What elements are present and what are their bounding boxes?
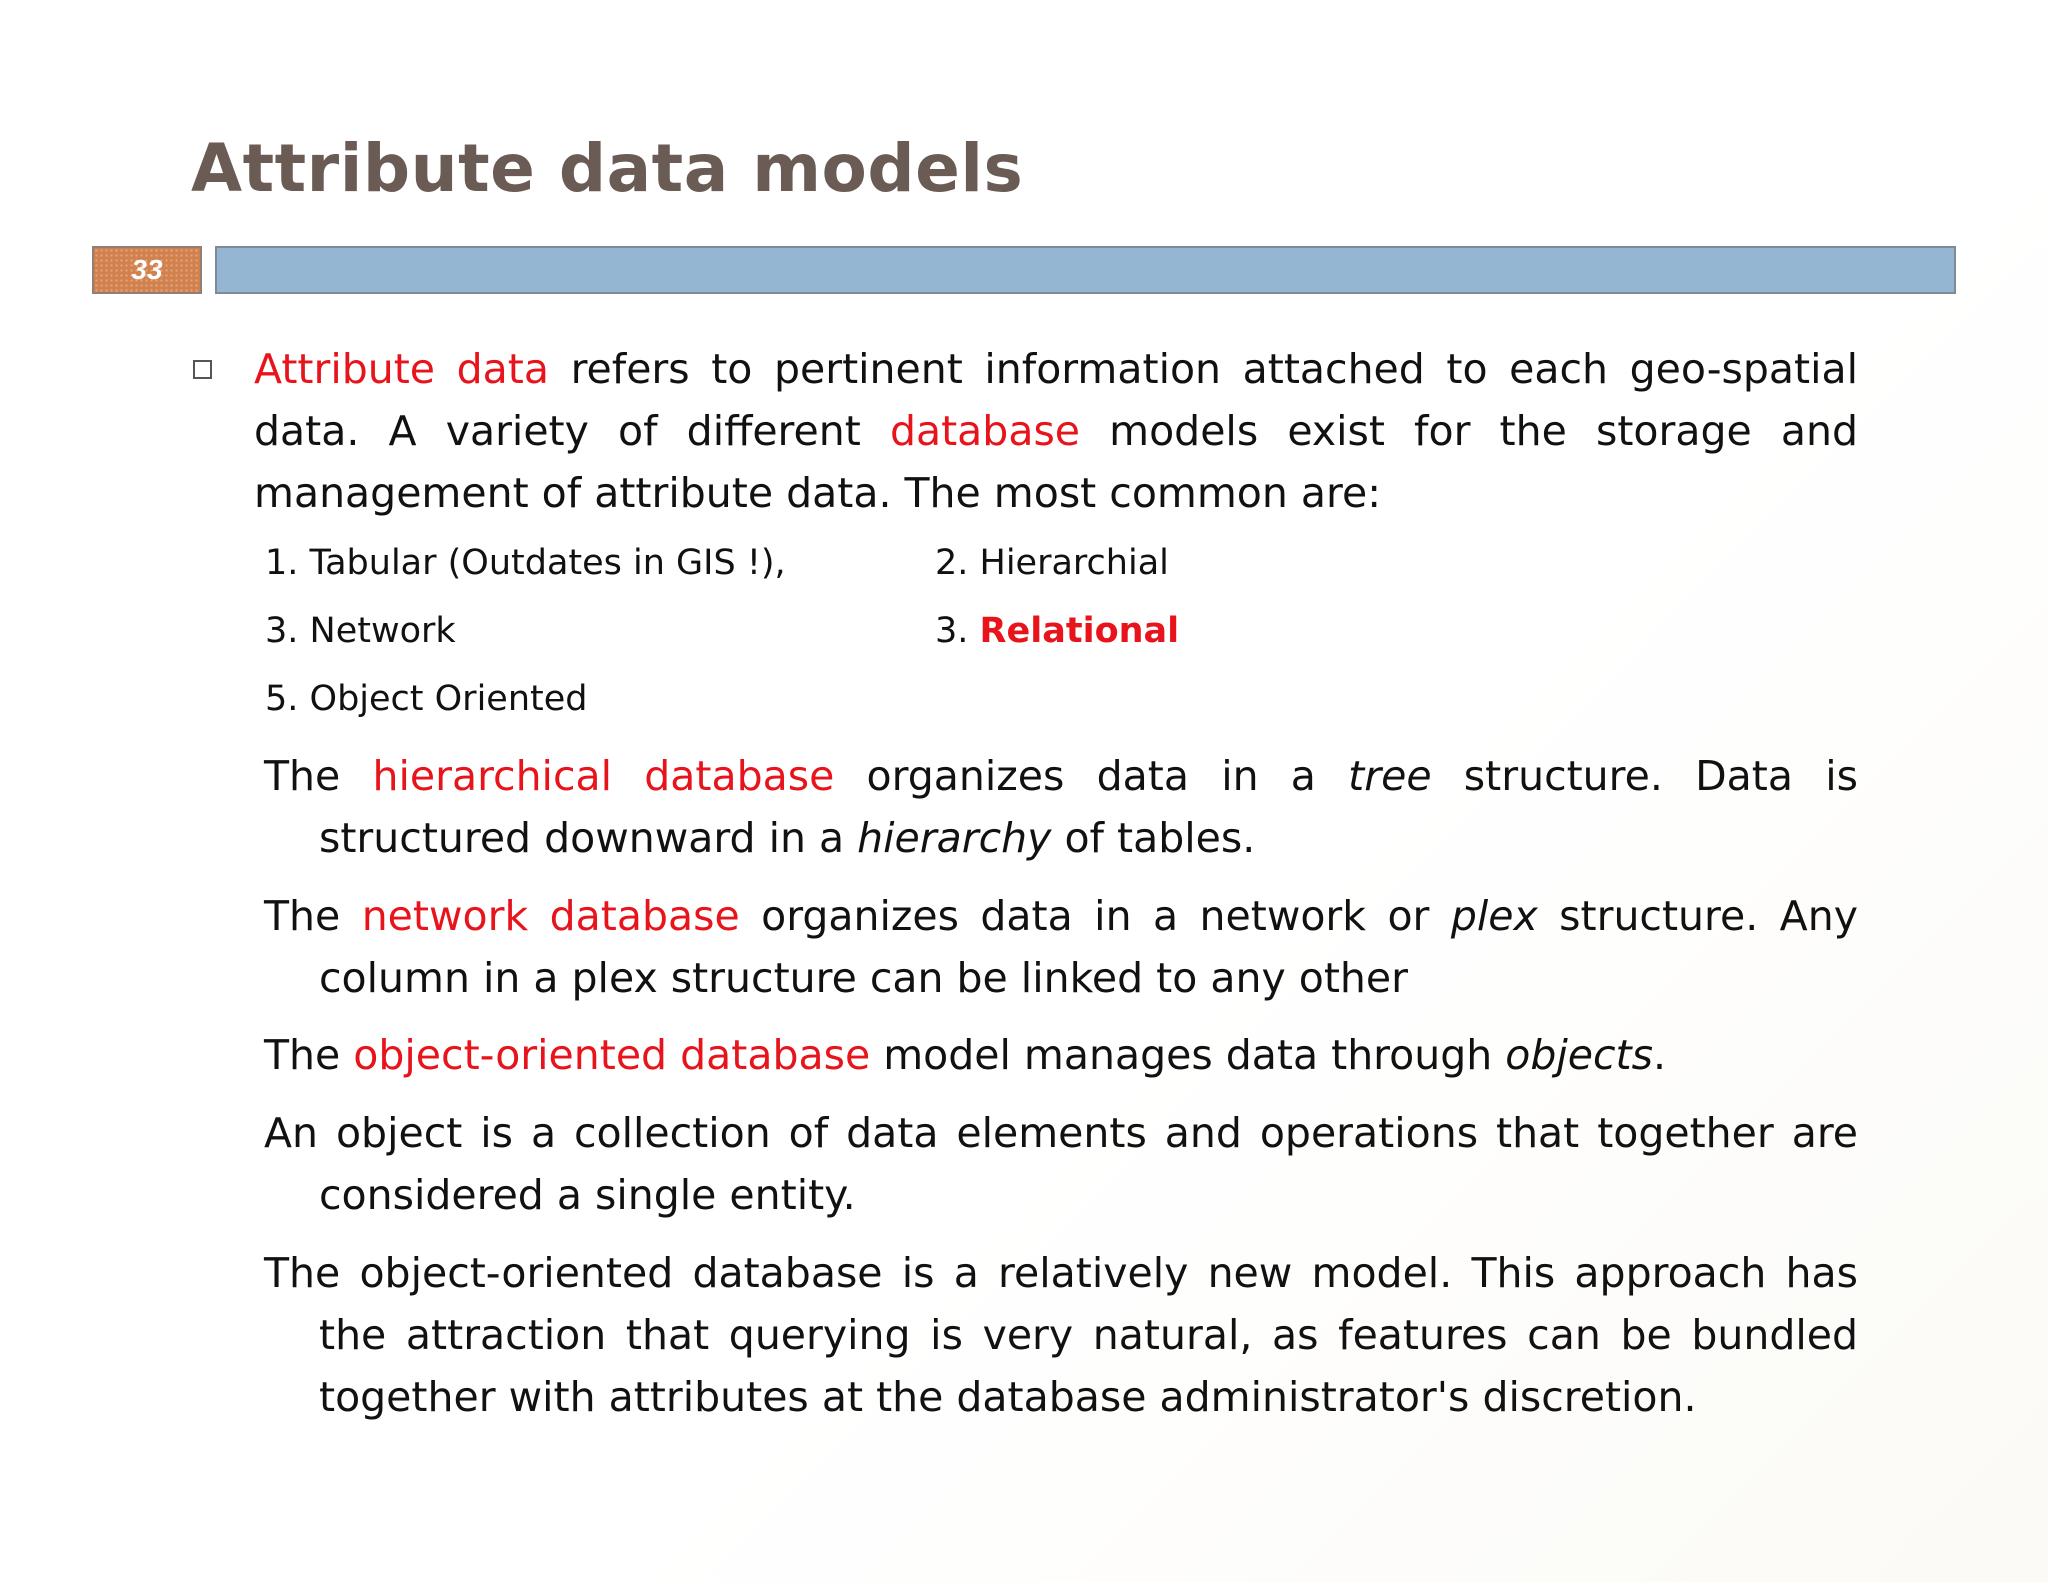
object-oriented-text-3: . xyxy=(1652,1031,1667,1079)
object-new-line-1: The object-oriented database is a relatively new model. This approach has xyxy=(264,1249,1858,1297)
network-line-2: column in a plex structure can be linked to any other xyxy=(319,954,1408,1002)
hierarchical-text-1: The xyxy=(264,752,373,800)
model-item-object-oriented: 5. Object Oriented xyxy=(265,679,588,719)
object-oriented-text-1: The xyxy=(264,1031,354,1079)
page-number: 33 xyxy=(131,254,163,285)
object-oriented-em-objects: objects xyxy=(1505,1031,1653,1079)
model-item-network: 3. Network xyxy=(265,611,456,651)
intro-text-1: refers to pertinent information attached to each geo-spatial data. A variety of different xyxy=(254,345,1858,455)
intro-highlight-database: database xyxy=(889,407,1081,455)
object-oriented-line-1 xyxy=(264,1024,1858,1086)
network-paragraph xyxy=(264,885,1858,1009)
hierarchical-text-2: organizes data in a xyxy=(834,752,1349,800)
object-definition-line-1: An object is a collection of data elements and operations that together are xyxy=(264,1109,1858,1157)
object-definition-paragraph xyxy=(264,1102,1858,1226)
object-new-line-3: together with attributes at the database administrator's discretion. xyxy=(319,1373,1697,1421)
object-new-model-paragraph xyxy=(264,1242,1858,1428)
intro-paragraph xyxy=(254,338,1858,524)
network-text-3: structure. Any xyxy=(1537,892,1858,940)
hierarchical-paragraph xyxy=(264,745,1858,869)
model-item-hierarchial: 2. Hierarchial xyxy=(935,543,1169,583)
hierarchical-em-tree: tree xyxy=(1348,752,1432,800)
network-text-2: organizes data in a network or xyxy=(739,892,1451,940)
relational-label: Relational xyxy=(979,611,1180,651)
network-highlight: network database xyxy=(361,892,740,940)
relational-prefix: 3. xyxy=(935,611,980,651)
hierarchical-text-4: structured downward in a xyxy=(319,814,858,862)
title-underline-bar xyxy=(215,246,1956,294)
object-oriented-text-2: model manages data through xyxy=(870,1031,1506,1079)
object-definition-line-2: considered a single entity. xyxy=(319,1171,856,1219)
intro-text-3: management of attribute data. The most common are: xyxy=(254,469,1382,517)
page-number-badge xyxy=(92,246,202,294)
hierarchical-line-1 xyxy=(264,745,1858,807)
slide-title: Attribute data models xyxy=(191,130,1024,207)
intro-text-2: models exist for the storage and xyxy=(1080,407,1858,455)
object-new-line-2: the attraction that querying is very natural, as features can be bundled xyxy=(319,1311,1858,1359)
hierarchical-highlight: hierarchical database xyxy=(372,752,835,800)
network-text-1: The xyxy=(264,892,362,940)
hierarchical-line-2 xyxy=(264,807,1858,869)
model-item-tabular: 1. Tabular (Outdates in GIS !), xyxy=(265,543,786,583)
object-oriented-paragraph xyxy=(264,1024,1858,1086)
network-line-1 xyxy=(264,885,1858,947)
network-em-plex: plex xyxy=(1450,892,1538,940)
hierarchical-em-hierarchy: hierarchy xyxy=(857,814,1052,862)
hierarchical-text-3: structure. Data is xyxy=(1431,752,1858,800)
square-bullet-icon xyxy=(193,360,212,379)
hierarchical-text-5: of tables. xyxy=(1051,814,1256,862)
intro-highlight-attribute-data: Attribute data xyxy=(254,345,549,393)
object-oriented-highlight: object-oriented database xyxy=(353,1031,871,1079)
model-item-relational xyxy=(935,611,1179,651)
